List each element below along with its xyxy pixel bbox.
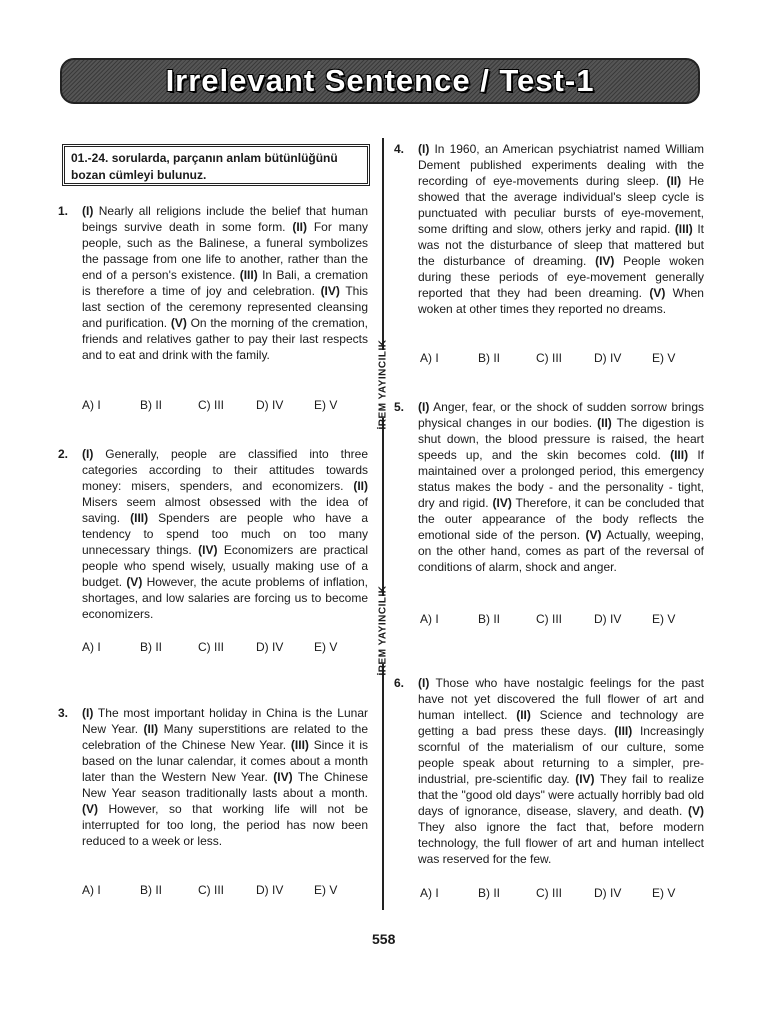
question-3 bbox=[58, 705, 369, 849]
instructions-box: 01.-24. sorularda, parçanın anlam bütünlüğünü bozan cümleyi bulunuz. bbox=[62, 144, 370, 186]
option-d[interactable]: D) IV bbox=[256, 883, 284, 897]
option-d[interactable]: D) IV bbox=[256, 398, 284, 412]
question-text: (I) Generally, people are classified into three categories according to their attitudes towards money: misers, spenders, and economizers. (II) Misers seem almost obsessed with the idea of saving. (III) Spenders are people who have a tendency to spend too much on too many unnecessary things. (IV) Economizers are practical people who spend wisely, usually making use of a budget. (V) However, the acute problems of inflation, shortages, and low salaries are forcing us to become economizers. bbox=[82, 447, 369, 621]
option-e[interactable]: E) V bbox=[652, 612, 676, 626]
publisher-mark: İREM YAYINCILIK bbox=[372, 350, 394, 418]
option-b[interactable]: B) II bbox=[478, 886, 501, 900]
question-text: (I) Nearly all religions include the belief that human beings survive death in some form. (II) For many people, such as the Balinese, a funeral symbolizes the passage from one life to another, rather than the end of a person's existence. (III) In Bali, a cremation is therefore a time of joy and celebration. (IV) This last section of the ceremony represented cleansing and purification. (V) On the morning of the cremation, friends and relatives gather to pay their last respects and to eat and drink with the family. bbox=[82, 204, 368, 362]
question-4 bbox=[394, 141, 704, 317]
option-c[interactable]: C) III bbox=[198, 883, 224, 897]
answer-options bbox=[82, 883, 372, 897]
option-a[interactable]: A) I bbox=[420, 886, 439, 900]
option-b[interactable]: B) II bbox=[140, 883, 163, 897]
option-c[interactable]: C) III bbox=[536, 886, 562, 900]
option-e[interactable]: E) V bbox=[314, 640, 338, 654]
option-a[interactable]: A) I bbox=[82, 398, 101, 412]
question-text: (I) In 1960, an American psychiatrist named William Dement published experiments dealing with the recording of eye-movements during sleep. (II) He showed that the average individual's sleep cycle is punctuated with peculiar bursts of eye-movement, some drifting and slow, others jerky and rapid. (III) It was not the disturbance of sleep that mattered but the disturbance of dreaming. (IV) People woken during these periods of eye-movement generally reported that they had been dreaming. (V) When woken at other times they reported no dreams. bbox=[418, 142, 704, 316]
option-a[interactable]: A) I bbox=[420, 351, 439, 365]
option-a[interactable]: A) I bbox=[82, 883, 101, 897]
answer-options bbox=[420, 351, 710, 365]
option-c[interactable]: C) III bbox=[198, 640, 224, 654]
question-number: 6. bbox=[394, 676, 405, 690]
question-number: 4. bbox=[394, 142, 405, 156]
option-c[interactable]: C) III bbox=[536, 612, 562, 626]
column-divider bbox=[382, 138, 384, 910]
question-6 bbox=[394, 675, 704, 867]
question-2 bbox=[58, 446, 369, 622]
question-number: 1. bbox=[58, 204, 69, 218]
question-text: (I) Anger, fear, or the shock of sudden sorrow brings physical changes in our bodies. (II) The digestion is shut down, the blood pressure is raised, the heart speeds up, and the skin becomes cold. (III) If maintained over a prolonged period, this emergency status makes the body - and the personality - tight, dry and rigid. (IV) Therefore, it can be concluded that the outer appearance of the body reflects the emotional side of the person. (V) Actually, weeping, on the other hand, comes as part of the reversal of conditions of alarm, shock and anger. bbox=[418, 400, 704, 574]
option-b[interactable]: B) II bbox=[140, 398, 163, 412]
question-1 bbox=[58, 203, 368, 363]
answer-options bbox=[420, 612, 710, 626]
option-e[interactable]: E) V bbox=[314, 398, 338, 412]
option-e[interactable]: E) V bbox=[314, 883, 338, 897]
option-d[interactable]: D) IV bbox=[594, 886, 622, 900]
page-title: Irrelevant Sentence / Test-1 bbox=[165, 63, 595, 98]
question-number: 5. bbox=[394, 400, 405, 414]
page-number: 558 bbox=[372, 931, 396, 947]
question-text: (I) Those who have nostalgic feelings for the past have not yet discovered the full flower of art and human intellect. (II) Science and technology are getting a bad press these days. (III) Increasingly scornful of the materialism of our culture, some people speak about returning to a simpler, pre-industrial, pre-scientific day. (IV) They fail to realize that the "good old days" were actually horribly bad old days of ignorance, disease, slavery, and death. (V) They also ignore the fact that, before modern technology, the full flower of art and human intellect was reserved for the few. bbox=[418, 676, 704, 866]
answer-options bbox=[420, 886, 710, 900]
option-d[interactable]: D) IV bbox=[594, 612, 622, 626]
option-c[interactable]: C) III bbox=[198, 398, 224, 412]
question-number: 2. bbox=[58, 447, 69, 461]
option-b[interactable]: B) II bbox=[478, 612, 501, 626]
option-c[interactable]: C) III bbox=[536, 351, 562, 365]
question-5 bbox=[394, 399, 704, 575]
option-a[interactable]: A) I bbox=[420, 612, 439, 626]
option-b[interactable]: B) II bbox=[140, 640, 163, 654]
option-b[interactable]: B) II bbox=[478, 351, 501, 365]
answer-options bbox=[82, 640, 372, 654]
option-d[interactable]: D) IV bbox=[594, 351, 622, 365]
publisher-mark: İREM YAYINCILIK bbox=[372, 596, 394, 664]
option-e[interactable]: E) V bbox=[652, 351, 676, 365]
question-number: 3. bbox=[58, 706, 69, 720]
title-banner bbox=[60, 58, 700, 104]
question-text: (I) The most important holiday in China is the Lunar New Year. (II) Many superstitions are related to the celebration of the Chinese New Year. (III) Since it is based on the lunar calendar, it comes about a month later than the Western New Year. (IV) The Chinese New Year season traditionally lasts about a month. (V) However, so that working life will not be interrupted for too long, the period has now been reduced to a week or less. bbox=[82, 706, 369, 848]
option-e[interactable]: E) V bbox=[652, 886, 676, 900]
answer-options bbox=[82, 398, 372, 412]
option-a[interactable]: A) I bbox=[82, 640, 101, 654]
option-d[interactable]: D) IV bbox=[256, 640, 284, 654]
